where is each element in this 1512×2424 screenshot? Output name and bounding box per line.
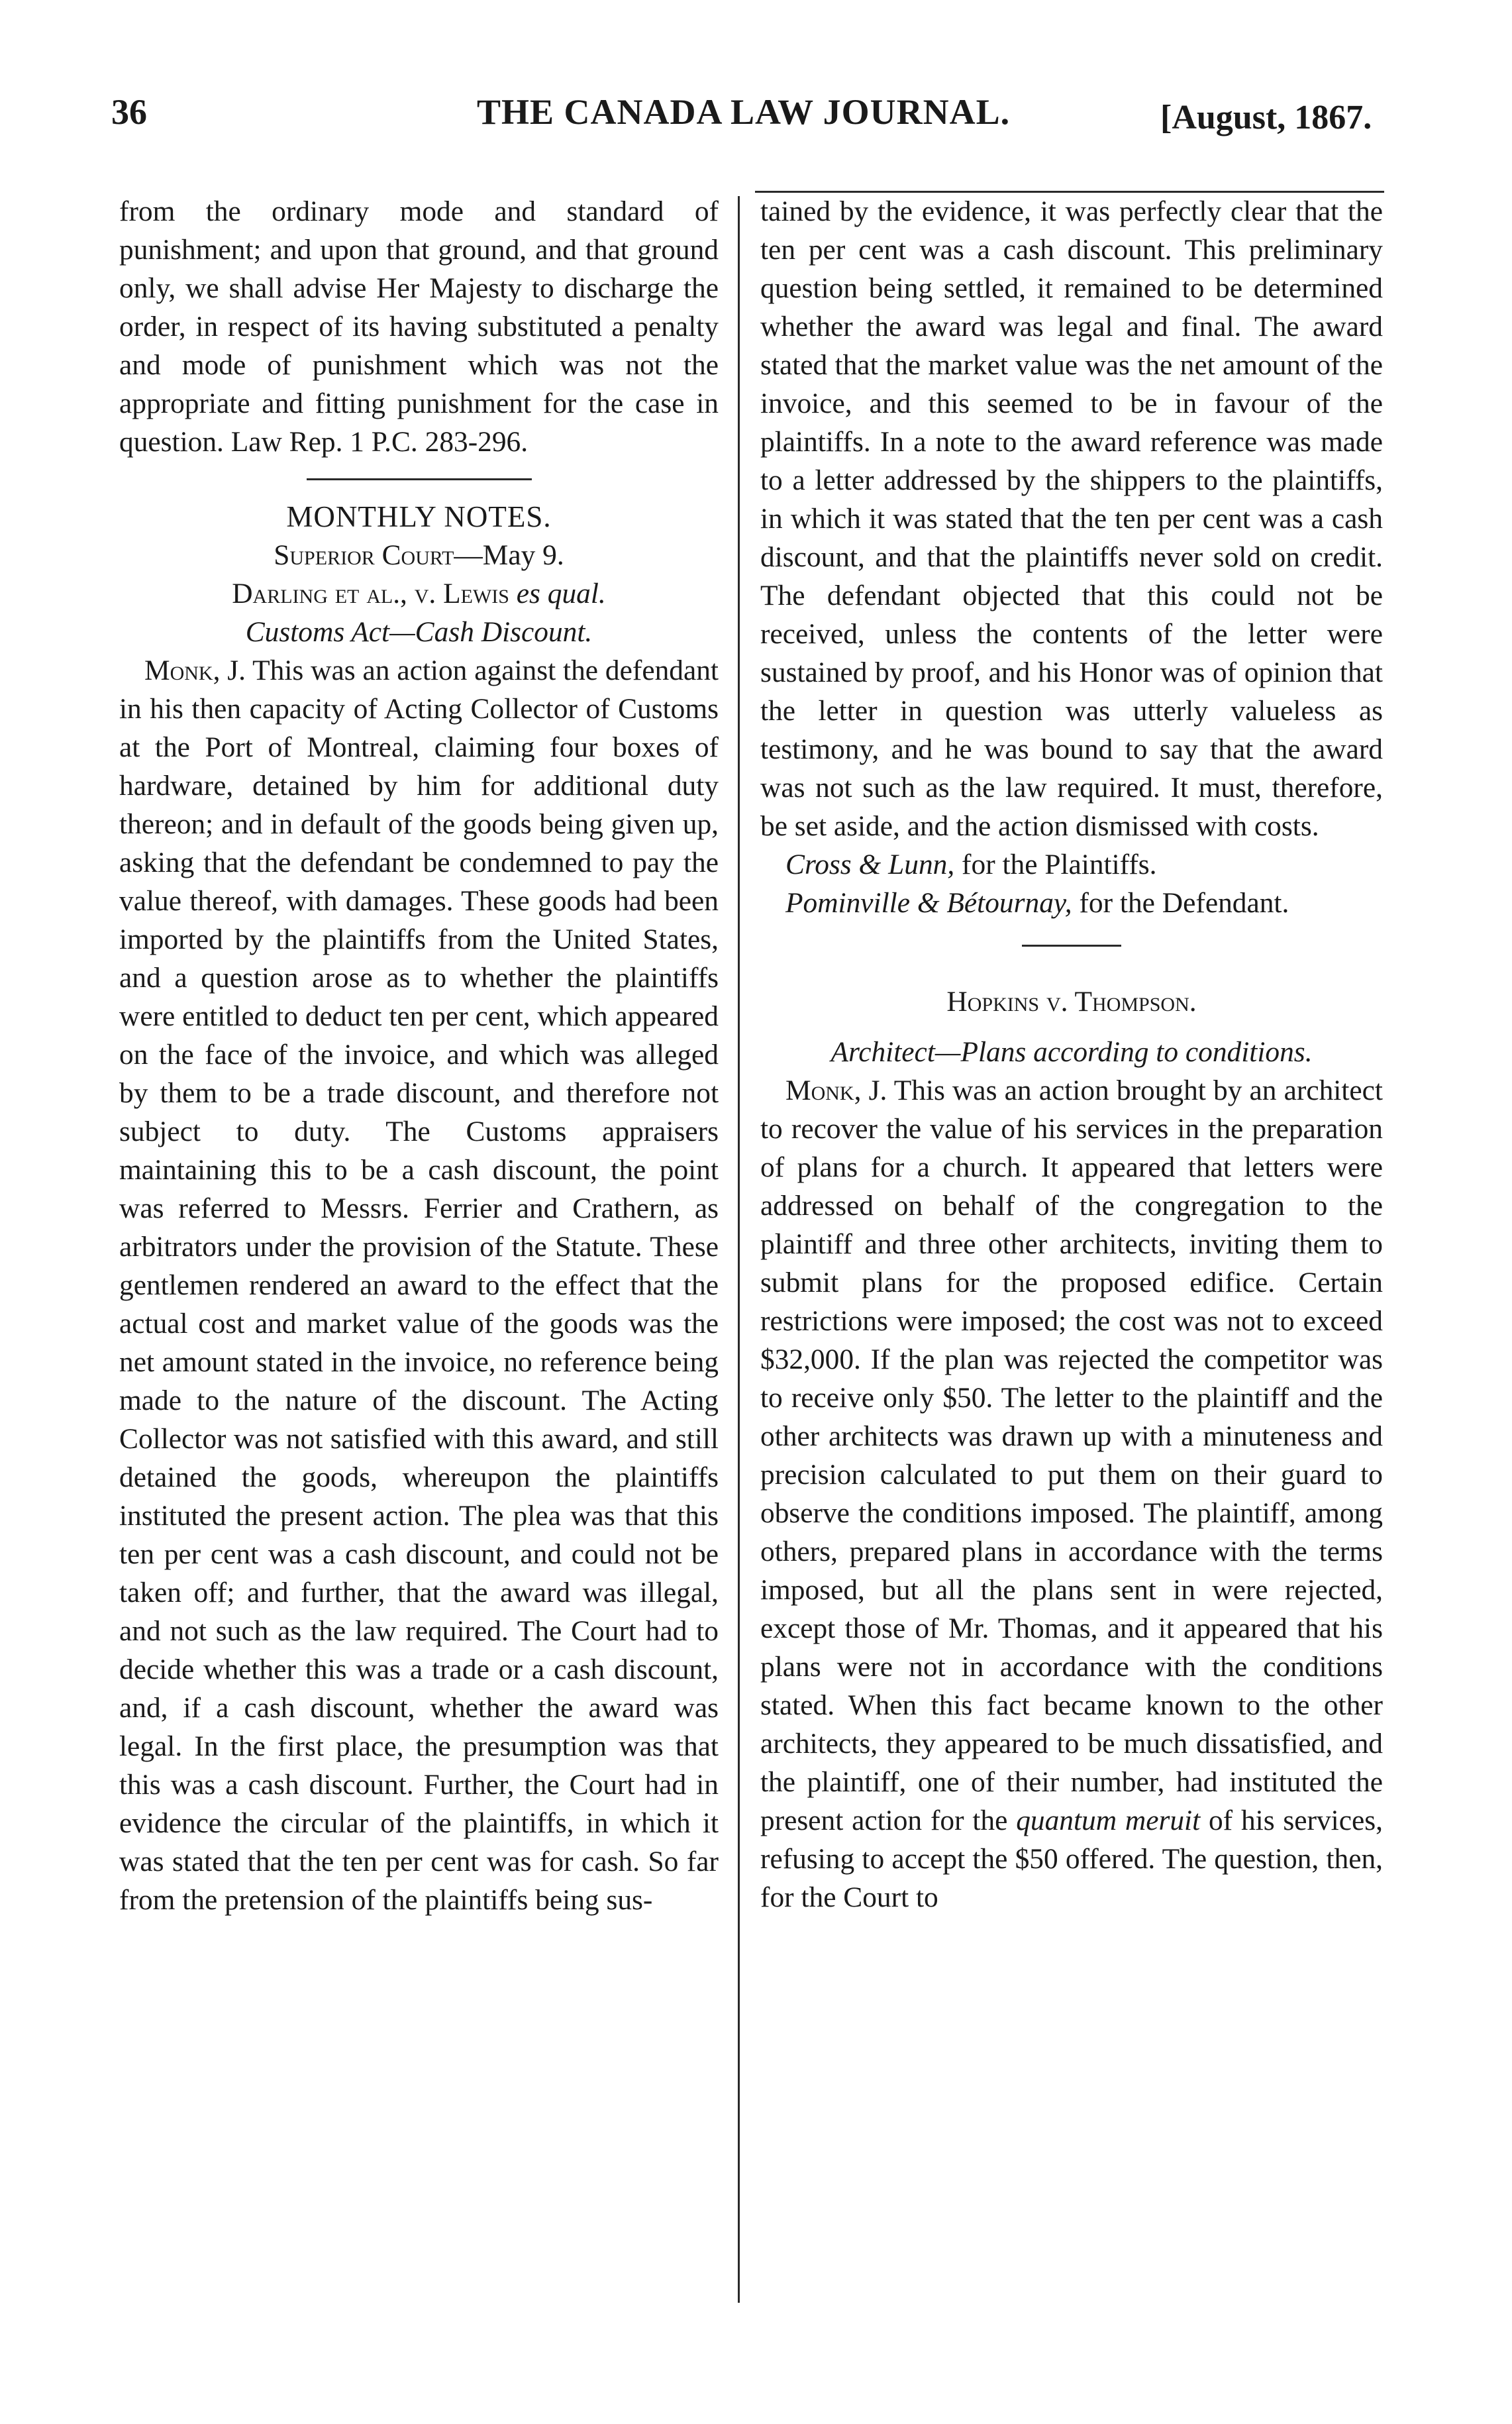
counsel-plaintiffs <box>760 845 1383 884</box>
case-1-title-line <box>119 574 719 613</box>
opening-paragraph: from the ordinary mode and standard of punishment; and upon that ground, and that ground only, we shall advise Her Majesty to discharge the order, in respect of its having substituted a penalty and mode of punishment which was not the appropriate and fitting punishment for the case in question. Law Rep. 1 P.C. 283-296. <box>119 195 719 458</box>
case-1-title: Darling et al., v. Lewis <box>232 578 509 609</box>
issue-date: [August, 1867. <box>1160 99 1372 136</box>
case-2-title: Hopkins v. Thompson. <box>946 986 1197 1018</box>
left-column <box>119 192 719 1919</box>
right-column <box>760 192 1383 1917</box>
case-2-text-b: of his services, refusing to accept the $50 offered. The question, then, for the Court to <box>760 1805 1383 1913</box>
case-2-body <box>760 1071 1383 1917</box>
page-number: 36 <box>111 92 147 132</box>
case-2-latin: quantum meruit <box>1016 1805 1201 1836</box>
court-line <box>119 536 719 574</box>
case-1-text: This was an action against the defendant in his then capacity of Acting Collector of Customs at the Port of Montreal, claiming four boxes of hardware, detained by him for additional duty thereon; and in default of the goods being given up, asking that the defendant be condemned to pay the value thereof, with damages. These goods had been imported by the plaintiffs from the United States, and a question arose as to whether the plaintiffs were entitled to deduct ten per cent, which appeared on the face of the invoice, and which was alleged by them to be a trade discount, and therefore not subject to duty. The Customs appraisers maintaining this to be a cash discount, the point was referred to Messrs. Ferrier and Crathern, as arbitrators under the provision of the Statute. These gentlemen rendered an award to the effect that the actual cost and market value of the goods was the net amount stated in the invoice, no reference being made to the nature of the discount. The Acting Collector was not satisfied with this award, and still detained the goods, whereupon the plaintiffs instituted the present action. The plea was that this ten per cent was a cash discount, and could not be taken off; and further, that the award was illegal, and not such as the law required. The Court had to decide whether this was a trade or a cash discount, and, if a cash discount, whether the award was legal. In the first place, the presumption was that this was a cash discount. Further, the Court had in evidence the circular of the plaintiffs, in which it was stated that the ten per cent was for cash. So far from the pretension of the plaintiffs being sus- <box>119 655 719 1916</box>
counsel-2-name: Pominville & Bétournay, <box>785 887 1072 919</box>
counsel-1-name: Cross & Lunn, <box>785 849 955 880</box>
case-2-judge: Monk, J. <box>785 1075 887 1106</box>
court-name: Superior Court <box>274 539 454 571</box>
journal-title: THE CANADA LAW JOURNAL. <box>477 92 1011 132</box>
counsel-defendant <box>760 884 1383 922</box>
section-rule <box>307 478 532 480</box>
court-date: —May 9. <box>454 539 564 571</box>
counsel-1-role: for the Plaintiffs. <box>954 849 1157 880</box>
counsel-2-role: for the Defendant. <box>1072 887 1289 919</box>
case-1-judge: Monk, J. <box>144 655 246 686</box>
case-1-subject: Customs Act—Cash Discount. <box>245 616 593 648</box>
section-heading: MONTHLY NOTES. <box>286 500 552 533</box>
case-1-qual: es qual. <box>516 578 606 609</box>
column-divider <box>738 196 740 2303</box>
case-1-continuation: tained by the evidence, it was perfectly clear that the ten per cent was a cash discount. This preliminary question being settled, it remained to be determined whether the award was legal and final. The award stated that the market value was the net amount of the invoice, and this seemed to be in favour of the plaintiffs. In a note to the award reference was made to a letter addressed by the shippers to the plaintiffs, in which it was stated that the ten per cent was a cash discount, and that the plaintiffs never sold on credit. The defendant objected that this could not be received, unless the contents of the letter were sustained by proof, and his Honor was of opinion that the letter in question was utterly valueless as testimony, and he was bound to say that the award was not such as the law required. It must, therefore, be set aside, and the action dismissed with costs. <box>760 195 1383 842</box>
case-2-subject: Architect—Plans according to conditions. <box>831 1036 1313 1068</box>
case-2-text-a: This was an action brought by an architect to recover the value of his services in the preparation of plans for a church. It appeared that letters were addressed on behalf of the congregation to the plaintiff and three other architects, inviting them to submit plans for the proposed edifice. Certain restrictions were imposed; the cost was not to exceed $32,000. If the plan was rejected the competitor was to receive only $50. The letter to the plaintiff and the other architects was drawn up with a minuteness and precision calculated to put them on their guard to observe the conditions imposed. The plaintiff, among others, prepared plans in accordance with the terms imposed, but all the plans sent in were rejected, except those of Mr. Thomas, and it appeared that his plans were not in accordance with the conditions stated. When this fact became known to the other architects, they appeared to be much dissatisfied, and the plaintiff, one of their number, had instituted the present action for the <box>760 1075 1383 1836</box>
case-separator-rule <box>1022 945 1121 947</box>
case-1-body <box>119 651 719 1919</box>
